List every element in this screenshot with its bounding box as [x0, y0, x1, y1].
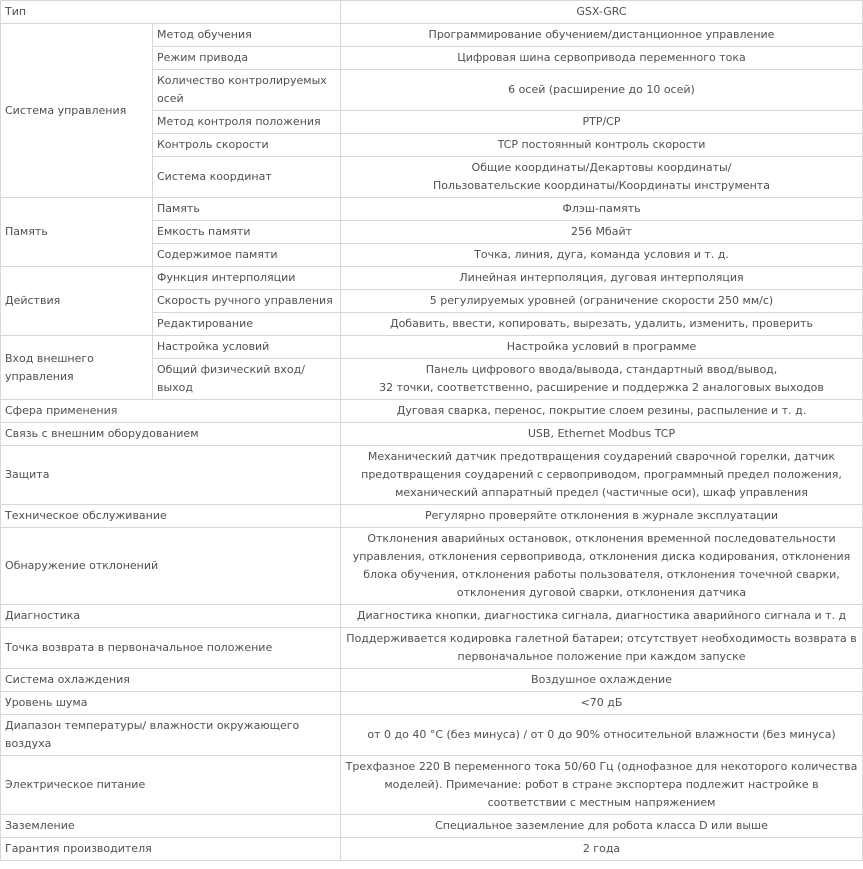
sub-label: Режим привода [153, 47, 341, 70]
spec-value: Специальное заземление для робота класса D или выше [341, 815, 863, 838]
spec-label: Электрическое питание [1, 756, 341, 815]
table-row [1, 1, 863, 24]
spec-label: Обнаружение отклонений [1, 528, 341, 605]
spec-value: Общие координаты/Декартовы координаты/ Пользовательские координаты/Координаты инструмента [341, 157, 863, 198]
spec-label: Заземление [1, 815, 341, 838]
spec-value: Цифровая шина сервопривода переменного тока [341, 47, 863, 70]
spec-label: Техническое обслуживание [1, 505, 341, 528]
group-label: Система управления [1, 24, 153, 198]
table-row [1, 838, 863, 861]
table-row [1, 815, 863, 838]
spec-label: Диапазон температуры/ влажности окружающего воздуха [1, 715, 341, 756]
table-row [1, 756, 863, 815]
table-row [1, 528, 863, 605]
table-row [1, 446, 863, 505]
spec-value: GSX-GRC [341, 1, 863, 24]
spec-value: Дуговая сварка, перенос, покрытие слоем резины, распыление и т. д. [341, 400, 863, 423]
sub-label: Настройка условий [153, 336, 341, 359]
spec-value: Настройка условий в программе [341, 336, 863, 359]
sub-label: Система координат [153, 157, 341, 198]
spec-value: 5 регулируемых уровней (ограничение скорости 250 мм/с) [341, 290, 863, 313]
spec-value: Точка, линия, дуга, команда условия и т. д. [341, 244, 863, 267]
spec-value: Добавить, ввести, копировать, вырезать, удалить, изменить, проверить [341, 313, 863, 336]
table-row [1, 400, 863, 423]
spec-value: Линейная интерполяция, дуговая интерполяция [341, 267, 863, 290]
spec-value: Отклонения аварийных остановок, отклонения временной последовательности управления, отклонения сервопривода, отклонения диска кодирования, отклонения блока обучения, отклонения работы пользователя, отклонения точечной сварки, отклонения дуговой сварки, отклонения датчика [341, 528, 863, 605]
table-row [1, 605, 863, 628]
spec-value: Панель цифрового ввода/вывода, стандартный ввод/вывод, 32 точки, соответственно, расширение и поддержка 2 аналоговых выходов [341, 359, 863, 400]
spec-label: Система охлаждения [1, 669, 341, 692]
table-row [1, 505, 863, 528]
table-row [1, 336, 863, 359]
spec-value: 6 осей (расширение до 10 осей) [341, 70, 863, 111]
spec-label: Точка возврата в первоначальное положение [1, 628, 341, 669]
sub-label: Содержимое памяти [153, 244, 341, 267]
sub-label: Количество контролируемых осей [153, 70, 341, 111]
spec-value: Воздушное охлаждение [341, 669, 863, 692]
table-row [1, 423, 863, 446]
group-label: Действия [1, 267, 153, 336]
spec-value: Регулярно проверяйте отклонения в журнале эксплуатации [341, 505, 863, 528]
sub-label: Емкость памяти [153, 221, 341, 244]
spec-value: от 0 до 40 °C (без минуса) / от 0 до 90% относительной влажности (без минуса) [341, 715, 863, 756]
spec-value: Программирование обучением/дистанционное управление [341, 24, 863, 47]
spec-label: Защита [1, 446, 341, 505]
spec-label: Связь с внешним оборудованием [1, 423, 341, 446]
spec-value: <70 дБ [341, 692, 863, 715]
spec-value: Диагностика кнопки, диагностика сигнала, диагностика аварийного сигнала и т. д [341, 605, 863, 628]
spec-table-body [1, 1, 863, 861]
spec-label: Тип [1, 1, 341, 24]
table-row [1, 628, 863, 669]
table-row [1, 198, 863, 221]
sub-label: Общий физический вход/ выход [153, 359, 341, 400]
table-row [1, 715, 863, 756]
spec-value: Поддерживается кодировка галетной батареи; отсутствует необходимость возврата в первоначальное положение при каждом запуске [341, 628, 863, 669]
spec-value: 256 Мбайт [341, 221, 863, 244]
sub-label: Метод обучения [153, 24, 341, 47]
spec-label: Уровень шума [1, 692, 341, 715]
sub-label: Функция интерполяции [153, 267, 341, 290]
sub-label: Контроль скорости [153, 134, 341, 157]
spec-label: Диагностика [1, 605, 341, 628]
sub-label: Скорость ручного управления [153, 290, 341, 313]
spec-value: Трехфазное 220 В переменного тока 50/60 Гц (однофазное для некоторого количества моделей). Примечание: робот в стране экспортера подлежит настройке в соответствии с местным напряжением [341, 756, 863, 815]
spec-value: Флэш-память [341, 198, 863, 221]
spec-value: Механический датчик предотвращения соударений сварочной горелки, датчик предотвращения соударений с сервоприводом, программный предел положения, механический аппаратный предел (частичные оси), шкаф управления [341, 446, 863, 505]
sub-label: Память [153, 198, 341, 221]
spec-value: TCP постоянный контроль скорости [341, 134, 863, 157]
spec-label: Сфера применения [1, 400, 341, 423]
spec-value: PTP/CP [341, 111, 863, 134]
sub-label: Метод контроля положения [153, 111, 341, 134]
sub-label: Редактирование [153, 313, 341, 336]
group-label: Вход внешнего управления [1, 336, 153, 400]
table-row [1, 267, 863, 290]
spec-value: USB, Ethernet Modbus TCP [341, 423, 863, 446]
spec-label: Гарантия производителя [1, 838, 341, 861]
spec-value: 2 года [341, 838, 863, 861]
table-row [1, 692, 863, 715]
group-label: Память [1, 198, 153, 267]
table-row [1, 669, 863, 692]
table-row [1, 24, 863, 47]
